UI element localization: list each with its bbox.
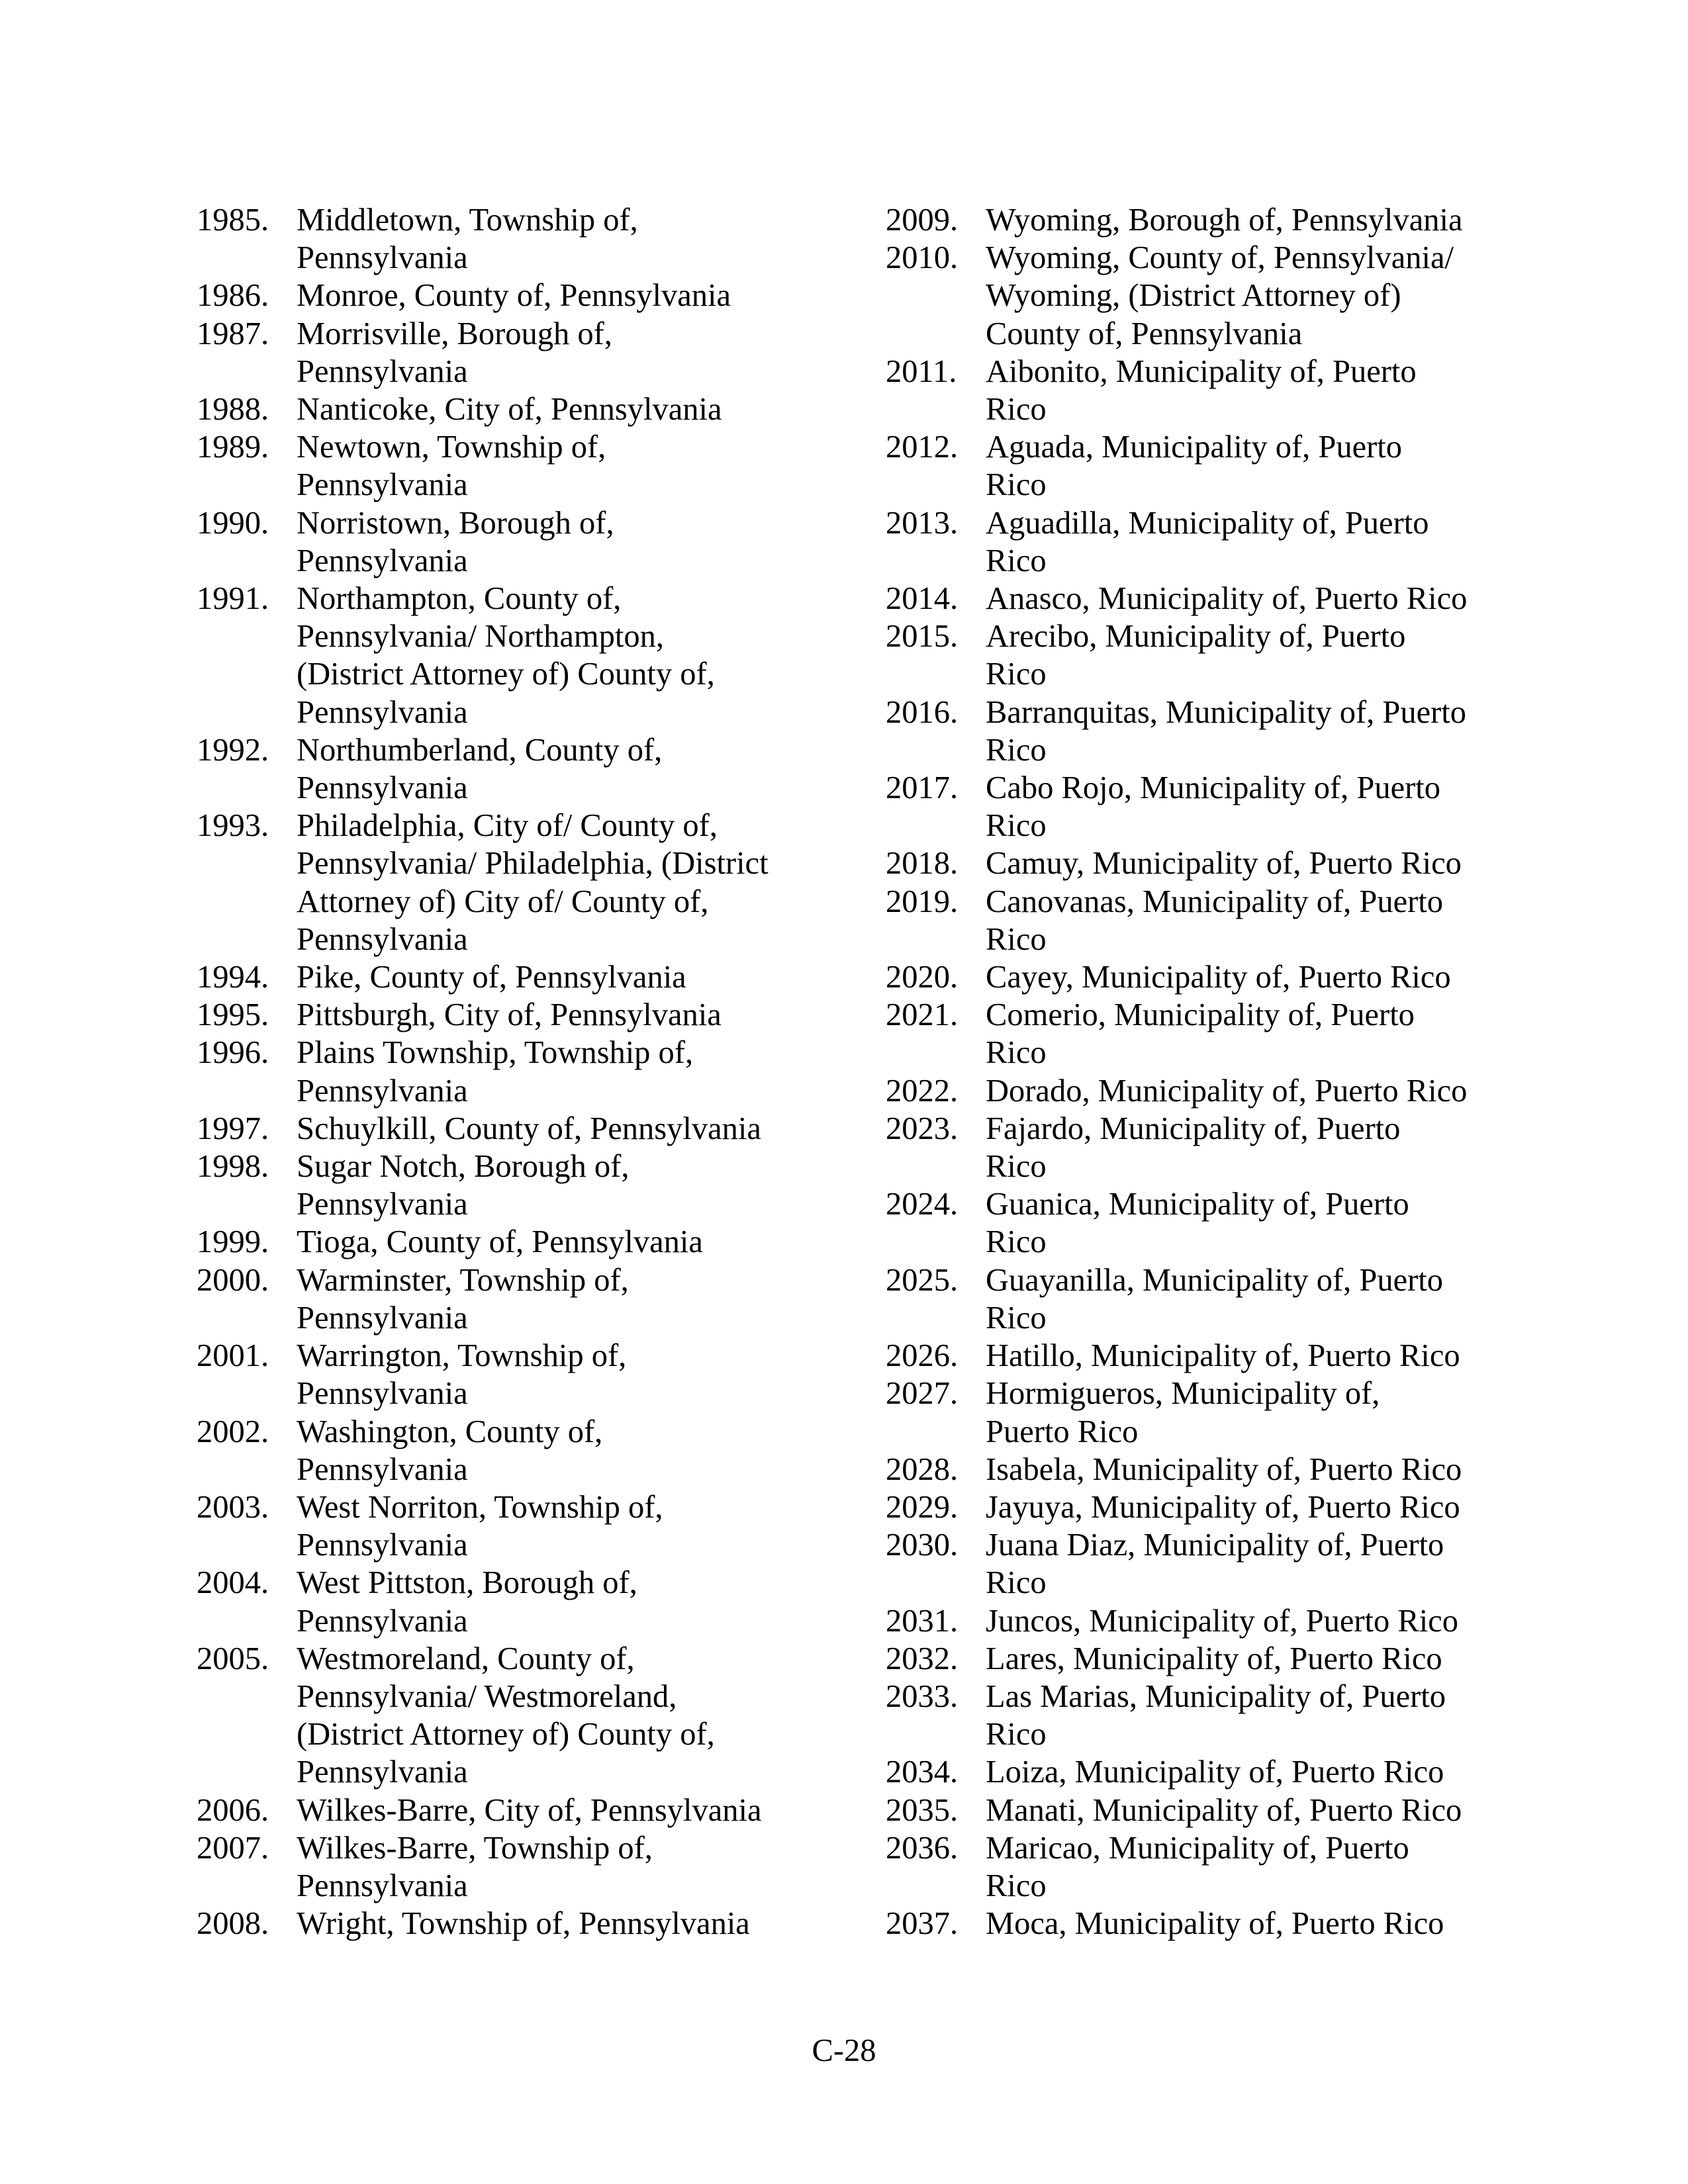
item-number: 2031. xyxy=(886,1603,959,1639)
list-item xyxy=(197,958,792,996)
item-name: Morrisville, Borough of, Pennsylvania xyxy=(297,316,612,389)
item-name: Hatillo, Municipality of, Puerto Rico xyxy=(986,1338,1460,1374)
list-item xyxy=(197,1148,792,1223)
list-item xyxy=(886,617,1495,693)
item-name: Dorado, Municipality of, Puerto Rico xyxy=(986,1073,1468,1109)
list-item xyxy=(886,1905,1495,1942)
item-name: Lares, Municipality of, Puerto Rico xyxy=(986,1641,1442,1676)
item-number: 2029. xyxy=(886,1489,959,1525)
item-name: Wyoming, County of, Pennsylvania/ Wyoming, (District Attorney of) County of, Pennsylvania xyxy=(986,240,1454,351)
item-number: 1989. xyxy=(197,430,269,465)
right-column-list xyxy=(886,201,1495,1942)
item-number: 1990. xyxy=(197,505,269,541)
item-name: Hormigueros, Municipality of, Puerto Rico xyxy=(986,1376,1380,1449)
item-number: 2016. xyxy=(886,694,959,730)
list-item xyxy=(197,201,792,277)
list-item xyxy=(197,428,792,504)
item-number: 1999. xyxy=(197,1224,269,1260)
item-number: 2037. xyxy=(886,1906,959,1942)
item-number: 2014. xyxy=(886,581,959,617)
item-name: Northampton, County of, Pennsylvania/ Northampton, (District Attorney of) County of, Pennsylvania xyxy=(297,581,715,730)
list-item xyxy=(197,1792,792,1829)
list-item xyxy=(197,580,792,731)
item-number: 1998. xyxy=(197,1149,269,1185)
list-item xyxy=(886,1678,1495,1753)
list-item xyxy=(197,996,792,1034)
list-item xyxy=(197,1261,792,1337)
list-item xyxy=(886,1072,1495,1110)
item-number: 2017. xyxy=(886,770,959,806)
list-item xyxy=(197,1110,792,1148)
item-number: 2035. xyxy=(886,1792,959,1828)
item-name: Juncos, Municipality of, Puerto Rico xyxy=(986,1603,1458,1639)
item-number: 1997. xyxy=(197,1111,269,1146)
item-name: Sugar Notch, Borough of, Pennsylvania xyxy=(297,1149,630,1222)
item-number: 2002. xyxy=(197,1414,269,1449)
item-number: 2008. xyxy=(197,1906,269,1942)
item-name: Middletown, Township of, Pennsylvania xyxy=(297,203,638,276)
list-item xyxy=(886,1526,1495,1602)
item-name: Aibonito, Municipality of, Puerto Rico xyxy=(986,353,1417,428)
item-number: 2010. xyxy=(886,240,959,276)
item-name: West Norriton, Township of, Pennsylvania xyxy=(297,1489,663,1563)
item-name: Philadelphia, City of/ County of, Pennsylvania/ Philadelphia, (District Attorney of) City of/ County of, Pennsylvania xyxy=(297,808,769,957)
list-item xyxy=(886,1110,1495,1185)
page-number: C-28 xyxy=(812,2033,876,2068)
list-item xyxy=(197,807,792,958)
item-number: 1985. xyxy=(197,203,269,238)
item-name: Juana Diaz, Municipality of, Puerto Rico xyxy=(986,1527,1444,1601)
item-number: 2007. xyxy=(197,1830,269,1866)
list-item xyxy=(197,1640,792,1792)
item-name: Washington, County of, Pennsylvania xyxy=(297,1414,603,1487)
list-item xyxy=(886,1792,1495,1829)
list-item xyxy=(886,958,1495,996)
list-item xyxy=(886,428,1495,504)
list-item xyxy=(197,1337,792,1412)
item-number: 2009. xyxy=(886,203,959,238)
list-item xyxy=(886,844,1495,882)
item-name: Moca, Municipality of, Puerto Rico xyxy=(986,1906,1444,1942)
list-item xyxy=(886,694,1495,769)
item-number: 1988. xyxy=(197,392,269,428)
item-number: 2033. xyxy=(886,1678,959,1714)
list-item xyxy=(197,504,792,580)
item-number: 2027. xyxy=(886,1376,959,1412)
list-item xyxy=(886,1488,1495,1526)
list-item xyxy=(886,504,1495,580)
list-item xyxy=(886,1753,1495,1791)
list-item xyxy=(197,1905,792,1942)
item-number: 2024. xyxy=(886,1187,959,1222)
item-name: Maricao, Municipality of, Puerto Rico xyxy=(986,1830,1409,1903)
item-number: 2005. xyxy=(197,1641,269,1676)
item-name: Isabela, Municipality of, Puerto Rico xyxy=(986,1451,1462,1487)
item-name: Aguada, Municipality of, Puerto Rico xyxy=(986,430,1403,503)
list-item xyxy=(197,731,792,807)
item-name: Cabo Rojo, Municipality of, Puerto Rico xyxy=(986,770,1441,844)
item-name: Loiza, Municipality of, Puerto Rico xyxy=(986,1754,1444,1790)
item-name: Fajardo, Municipality of, Puerto Rico xyxy=(986,1111,1401,1185)
list-item xyxy=(886,1829,1495,1905)
list-item xyxy=(886,201,1495,239)
item-number: 2006. xyxy=(197,1792,269,1828)
item-number: 2021. xyxy=(886,997,959,1033)
item-name: Newtown, Township of, Pennsylvania xyxy=(297,430,606,503)
list-item xyxy=(886,239,1495,353)
item-number: 1996. xyxy=(197,1035,269,1071)
item-name: Manati, Municipality of, Puerto Rico xyxy=(986,1792,1462,1828)
item-name: Camuy, Municipality of, Puerto Rico xyxy=(986,846,1462,882)
item-name: Monroe, County of, Pennsylvania xyxy=(297,278,731,314)
item-number: 2013. xyxy=(886,505,959,541)
list-item xyxy=(197,1223,792,1261)
list-item xyxy=(886,1451,1495,1488)
list-item xyxy=(886,1602,1495,1640)
item-number: 2022. xyxy=(886,1073,959,1109)
item-number: 2011. xyxy=(886,353,957,389)
list-item xyxy=(197,1034,792,1109)
item-number: 2018. xyxy=(886,846,959,882)
item-number: 1993. xyxy=(197,808,269,844)
item-name: Guayanilla, Municipality of, Puerto Rico xyxy=(986,1262,1443,1336)
item-number: 2032. xyxy=(886,1641,959,1676)
item-name: Aguadilla, Municipality of, Puerto Rico xyxy=(986,505,1429,578)
item-name: Plains Township, Township of, Pennsylvania xyxy=(297,1035,694,1109)
item-number: 2028. xyxy=(886,1451,959,1487)
item-name: Tioga, County of, Pennsylvania xyxy=(297,1224,703,1260)
item-name: Jayuya, Municipality of, Puerto Rico xyxy=(986,1489,1460,1525)
list-item xyxy=(197,315,792,390)
list-item xyxy=(197,277,792,314)
item-number: 2004. xyxy=(197,1565,269,1601)
list-item xyxy=(886,996,1495,1071)
list-item xyxy=(886,1337,1495,1375)
item-number: 2015. xyxy=(886,619,959,655)
item-name: Cayey, Municipality of, Puerto Rico xyxy=(986,960,1451,995)
item-name: Arecibo, Municipality of, Puerto Rico xyxy=(986,619,1406,692)
list-item xyxy=(886,1261,1495,1337)
list-item xyxy=(197,1829,792,1905)
item-number: 2026. xyxy=(886,1338,959,1374)
item-number: 1992. xyxy=(197,732,269,768)
item-number: 2020. xyxy=(886,960,959,995)
list-item xyxy=(886,1185,1495,1261)
item-name: West Pittston, Borough of, Pennsylvania xyxy=(297,1565,637,1639)
list-item xyxy=(197,1488,792,1564)
item-number: 2036. xyxy=(886,1830,959,1866)
item-number: 2003. xyxy=(197,1489,269,1525)
item-name: Wilkes-Barre, City of, Pennsylvania xyxy=(297,1792,762,1828)
item-name: Pike, County of, Pennsylvania xyxy=(297,960,686,995)
item-number: 2023. xyxy=(886,1111,959,1146)
list-item xyxy=(886,1640,1495,1678)
item-name: Northumberland, County of, Pennsylvania xyxy=(297,732,663,806)
list-item xyxy=(197,1413,792,1488)
item-number: 1986. xyxy=(197,278,269,314)
item-number: 2000. xyxy=(197,1262,269,1298)
item-number: 2019. xyxy=(886,884,959,919)
item-number: 2025. xyxy=(886,1262,959,1298)
item-name: Comerio, Municipality of, Puerto Rico xyxy=(986,997,1415,1071)
item-name: Guanica, Municipality of, Puerto Rico xyxy=(986,1187,1409,1260)
list-item xyxy=(886,769,1495,844)
list-item xyxy=(197,390,792,428)
item-name: Schuylkill, County of, Pennsylvania xyxy=(297,1111,761,1146)
item-name: Wilkes-Barre, Township of, Pennsylvania xyxy=(297,1830,653,1903)
item-number: 1994. xyxy=(197,960,269,995)
item-number: 2001. xyxy=(197,1338,269,1374)
item-name: Canovanas, Municipality of, Puerto Rico xyxy=(986,884,1444,957)
left-column-list xyxy=(197,201,792,1942)
item-name: Anasco, Municipality of, Puerto Rico xyxy=(986,581,1468,617)
item-name: Warminster, Township of, Pennsylvania xyxy=(297,1262,629,1336)
item-number: 2034. xyxy=(886,1754,959,1790)
list-item xyxy=(197,1564,792,1639)
item-number: 1987. xyxy=(197,316,269,351)
item-name: Las Marias, Municipality of, Puerto Rico xyxy=(986,1678,1446,1752)
item-number: 2030. xyxy=(886,1527,959,1563)
item-number: 2012. xyxy=(886,430,959,465)
list-item xyxy=(886,883,1495,958)
item-name: Wright, Township of, Pennsylvania xyxy=(297,1906,750,1942)
list-item xyxy=(886,353,1495,428)
item-name: Nanticoke, City of, Pennsylvania xyxy=(297,392,722,428)
item-name: Westmoreland, County of, Pennsylvania/ Westmoreland, (District Attorney of) County of, Pennsylvania xyxy=(297,1641,715,1790)
list-item xyxy=(886,580,1495,617)
item-name: Pittsburgh, City of, Pennsylvania xyxy=(297,997,722,1033)
item-name: Wyoming, Borough of, Pennsylvania xyxy=(986,203,1463,238)
item-name: Norristown, Borough of, Pennsylvania xyxy=(297,505,614,578)
item-name: Barranquitas, Municipality of, Puerto Rico xyxy=(986,694,1467,768)
item-number: 1991. xyxy=(197,581,269,617)
item-name: Warrington, Township of, Pennsylvania xyxy=(297,1338,627,1412)
item-number: 1995. xyxy=(197,997,269,1033)
list-item xyxy=(886,1375,1495,1450)
